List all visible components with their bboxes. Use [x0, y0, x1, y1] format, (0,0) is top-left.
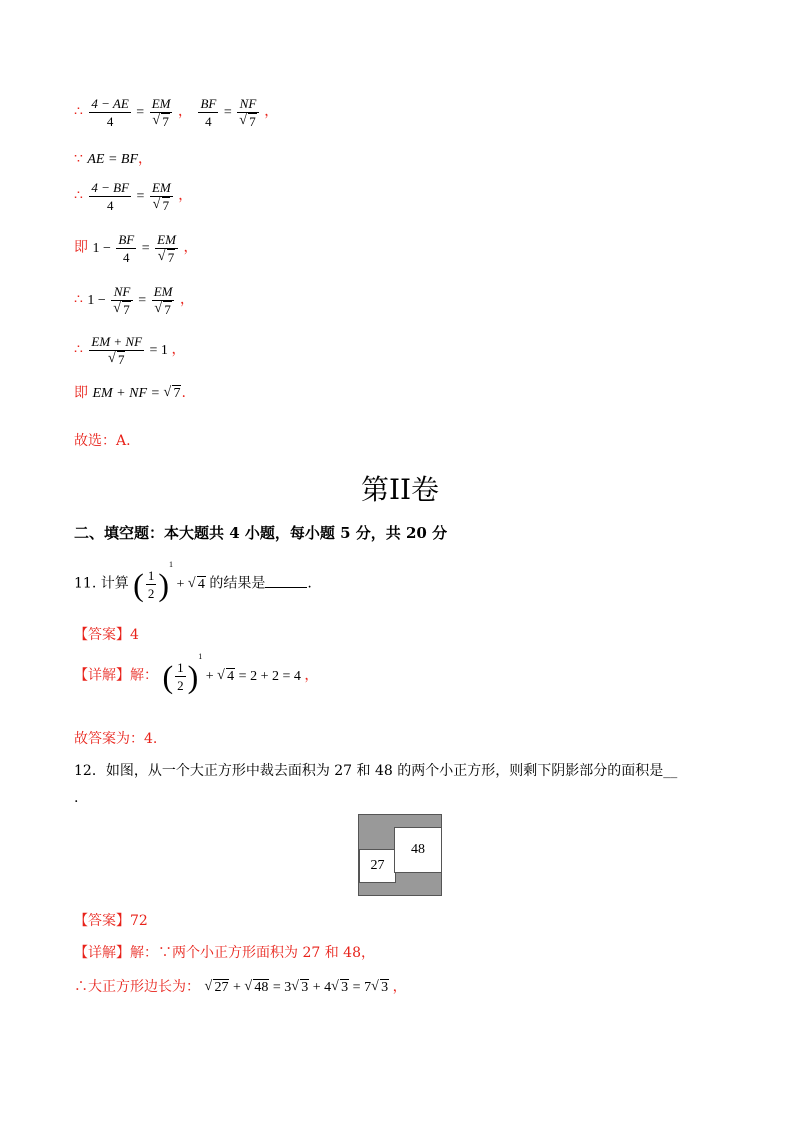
choice-conclusion: 故选：A.	[74, 433, 131, 449]
solution-line-6: ∴ EM + NF √ 7 = 1 ，	[74, 334, 185, 367]
fraction: $\frac{BF}{4}$	[200, 96, 217, 129]
answer-11: 【答案】4	[74, 627, 139, 643]
solution-line-7: 即 EM + NF = √ 7.	[74, 386, 186, 401]
fraction: EM + NF √ 7	[89, 334, 144, 367]
solution-line-1: ∴ $\frac{4 - AE}{4}$ = EM √ 7 ， $\frac{BF}{4}$ = NF √ 7 ，	[74, 96, 278, 129]
fraction: $\frac{BF}{4}$	[118, 232, 135, 265]
fraction: EM √ 7	[150, 96, 173, 129]
fraction: EM √ 7	[152, 284, 175, 317]
side-length-line: ∴大正方形边长为： √ 27 + √ 48 = 3√ 3 + 4√ 3 = 7√ 3 ，	[74, 976, 407, 996]
fraction: NF √ 7	[111, 284, 133, 317]
detail-12: 【详解】解：∵两个小正方形面积为 27 和 48，	[74, 945, 375, 961]
answer-blank[interactable]	[265, 575, 307, 588]
fraction: EM √ 7	[155, 232, 178, 265]
section-title: 第II卷	[360, 473, 440, 506]
fraction: EM √ 7	[150, 180, 173, 213]
question-11: 11. 计算 ( $\frac{1}{2}$ )$^1$ + √ 4 的结果是 .	[74, 566, 312, 603]
section-heading: 二、填空题：本大题共 4 小题，每小题 5 分，共 20 分	[74, 524, 448, 542]
fraction: $\frac{4 - AE}{4}$	[91, 96, 129, 129]
question-12-cont: .	[74, 790, 79, 806]
conclusion-11: 故答案为：4.	[74, 731, 158, 747]
therefore-symbol: ∴	[74, 187, 83, 204]
solution-line-5: ∴ 1 − NF √ 7 = EM √ 7 ，	[74, 284, 194, 317]
large-square-48: 48	[394, 827, 442, 873]
because-symbol: ∵	[74, 151, 83, 167]
solution-line-3: ∴ $\frac{4 - BF}{4}$ = EM √ 7 ，	[74, 180, 192, 213]
fraction: NF √ 7	[237, 96, 259, 129]
detail-11: 【详解】解： ( $\frac{1}{2}$ )$^1$ + √ 4 = 2 + 2 = 4 ，	[74, 658, 318, 695]
solution-line-2: ∵ AE = BF，	[74, 151, 153, 167]
squares-figure	[358, 814, 442, 896]
question-12: 12．如图，从一个大正方形中裁去面积为 27 和 48 的两个小正方形，则剩下阴影部分的面积是__	[74, 763, 678, 779]
answer-12: 【答案】72	[74, 913, 148, 929]
fraction: $\frac{4 - BF}{4}$	[91, 180, 130, 213]
equation: AE = BF	[87, 152, 139, 167]
small-square-27: 27	[359, 849, 396, 883]
therefore-symbol: ∴	[74, 103, 83, 120]
solution-line-4: 即 1 − $\frac{BF}{4}$ = EM √ 7 ，	[74, 232, 197, 265]
